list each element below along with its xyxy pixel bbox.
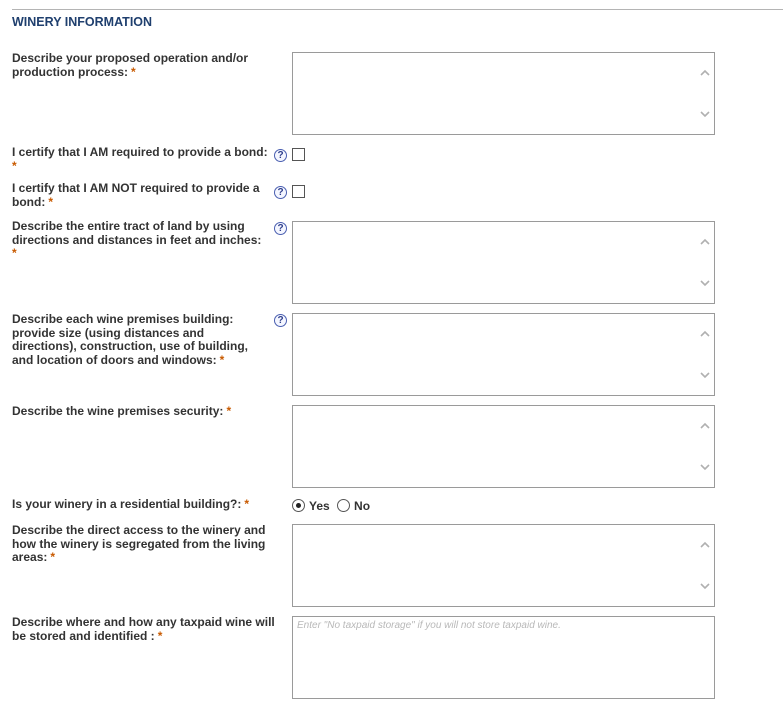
required-marker: *: [244, 497, 250, 511]
residential-yes-label[interactable]: Yes: [309, 498, 330, 513]
bond-required-label-text: I certify that I AM required to provide a bond:: [12, 145, 268, 159]
security-label-text: Describe the wine premises security:: [12, 404, 224, 418]
access-label-text: Describe the direct access to the winery and how the winery is segregated from the living areas:: [12, 523, 266, 564]
residential-label-text: Is your winery in a residential building?:: [12, 497, 242, 511]
required-marker: *: [131, 64, 136, 79]
required-marker: *: [50, 550, 56, 564]
chevron-down-icon[interactable]: [699, 369, 711, 381]
buildings-textarea[interactable]: [292, 313, 715, 396]
buildings-label-text: Describe each wine premises building: provide size (using distances and directions), construction, use of building, and location of doors and windows:: [12, 312, 249, 367]
chevron-up-icon[interactable]: [699, 236, 711, 248]
question-circle-icon[interactable]: ?: [274, 149, 287, 162]
chevron-down-icon[interactable]: [699, 108, 711, 120]
residential-yes-radio[interactable]: [292, 499, 305, 512]
taxpaid-label: [12, 616, 292, 643]
required-marker: *: [219, 352, 225, 367]
tract-label-text: Describe the entire tract of land by using directions and distances in feet and inches:: [12, 219, 262, 247]
taxpaid-placeholder: Enter "No taxpaid storage" if you will not store taxpaid wine.: [297, 620, 561, 631]
section-title: WINERY INFORMATION: [12, 15, 153, 29]
operation-textarea[interactable]: [292, 52, 715, 135]
access-textarea[interactable]: [292, 524, 715, 607]
tract-textarea[interactable]: [292, 221, 715, 304]
required-marker: *: [226, 404, 232, 418]
buildings-label: [12, 313, 260, 367]
chevron-up-icon[interactable]: [699, 420, 711, 432]
chevron-up-icon[interactable]: [699, 67, 711, 79]
bond-not-required-checkbox[interactable]: [292, 185, 305, 198]
required-marker: *: [12, 246, 17, 260]
taxpaid-label-text: Describe where and how any taxpaid wine will be stored and identified :: [12, 615, 275, 643]
required-marker: *: [157, 628, 163, 643]
bond-required-checkbox[interactable]: [292, 148, 305, 161]
security-label: [12, 405, 292, 419]
residential-no-label[interactable]: No: [354, 498, 371, 513]
operation-label-text: Describe your proposed operation and/or production process:: [12, 51, 249, 79]
residential-no-radio[interactable]: [337, 499, 350, 512]
chevron-up-icon[interactable]: [699, 328, 711, 340]
security-textarea[interactable]: [292, 405, 715, 488]
residential-radio-group: [292, 498, 374, 514]
operation-label: [12, 52, 274, 79]
access-label: [12, 524, 292, 565]
bond-not-required-label: [12, 182, 274, 209]
bond-not-required-label-text: I certify that I AM NOT required to provide a bond:: [12, 181, 260, 209]
residential-label: [12, 498, 292, 512]
chevron-down-icon[interactable]: [699, 277, 711, 289]
question-circle-icon[interactable]: ?: [274, 222, 287, 235]
chevron-up-icon[interactable]: [699, 539, 711, 551]
required-marker: *: [12, 158, 17, 173]
tract-label: [12, 220, 274, 261]
required-marker: *: [48, 194, 53, 209]
taxpaid-textarea[interactable]: [292, 616, 715, 699]
question-circle-icon[interactable]: ?: [274, 186, 287, 199]
chevron-down-icon[interactable]: [699, 461, 711, 473]
bond-required-label: [12, 146, 274, 173]
question-circle-icon[interactable]: ?: [274, 314, 287, 327]
chevron-down-icon[interactable]: [699, 580, 711, 592]
section-divider: [12, 9, 783, 10]
